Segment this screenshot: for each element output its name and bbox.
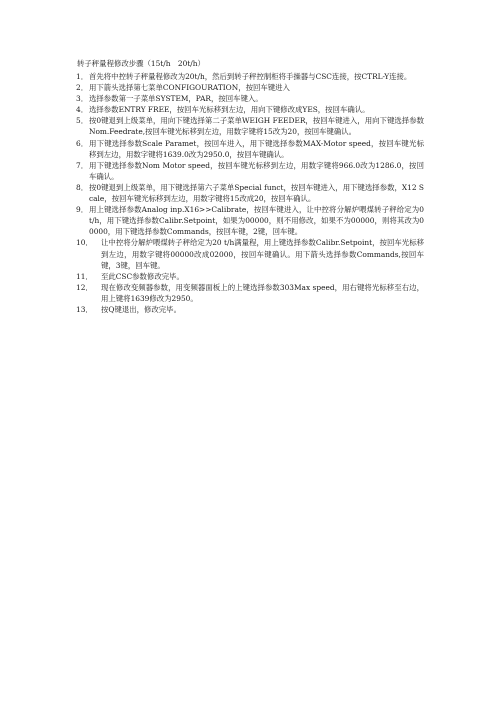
step-number: 6．	[76, 138, 89, 148]
document-title: 转子秤量程修改步骤（15t/h 20t/h）	[77, 59, 205, 68]
step-text: 按0键退到上级菜单，用下键选择第六子菜单Special funct，按回车键进入，用下键选择参数，X12 Scale，按回车键光标移到左边，用数字键将15改成20，按回车确认。	[89, 182, 424, 204]
step-item	[76, 182, 424, 204]
step-number: 7．	[76, 160, 89, 170]
step-item	[76, 204, 424, 237]
step-text: 首先将中控转子秤量程修改为20t/h，然后到转子秤控制柜将手操器与CSC连接，按CTRL-Y连接。	[89, 72, 412, 81]
step-item	[76, 160, 424, 182]
step-number: 9．	[76, 205, 89, 215]
step-text: 选择参数第一子菜单SYSTEM，PAR，按回车键入。	[89, 94, 263, 104]
step-number: 1．	[76, 72, 89, 81]
step-number: 3．	[76, 94, 89, 104]
step-number: 2．	[76, 83, 89, 93]
step-item	[76, 271, 424, 282]
step-number: 10．	[76, 238, 93, 248]
step-number: 4．	[76, 105, 89, 115]
step-item	[76, 104, 424, 115]
step-item	[76, 282, 424, 304]
step-number: 11．	[76, 271, 93, 281]
step-text: 至此CSC参数修改完毕。	[101, 271, 184, 281]
step-number: 5．	[76, 116, 89, 126]
step-item	[76, 82, 424, 93]
step-text: 按Q键退出，修改完毕。	[101, 304, 181, 314]
step-item	[76, 71, 424, 82]
step-text: 选择参数ENTRY FREE，按回车光标移到左边，用向下键修改成YES，按回车确认。	[89, 105, 370, 115]
step-text: 用下箭头选择第七菜单CONFIGOURATION，按回车键进入	[89, 83, 290, 93]
step-number: 12．	[76, 282, 93, 292]
step-item	[76, 93, 424, 104]
step-text: 按0键退到上级菜单，用向下键选择第二子菜单WEIGH FEEDER，按回车键进入，用向下键选择参数Nom.Feedrate,按回车键光标移到左边，用数字键将15改为20，按回车键确认。	[89, 116, 424, 137]
steps-list	[76, 71, 424, 315]
step-text: 用下键选择参数Scale Paramet，按回车进入，用下键选择参数MAX-Motor speed，按回车键光标移到左边，用数字键将1639.0改为2950.0，按回车键确认。	[89, 138, 424, 159]
step-text: 现在修改变频器参数，用变频器面板上的上键选择参数303Max speed，用右键将光标移至右边，用上键将1639修改为2950。	[101, 282, 424, 303]
step-item	[76, 138, 424, 160]
step-item	[76, 115, 424, 137]
step-item	[76, 304, 424, 315]
step-number: 13．	[76, 304, 93, 314]
step-item	[76, 237, 424, 270]
step-text: 用下键选择参数Nom Motor speed，按回车键光标移到左边，用数字键将966.0改为1286.0，按回车确认。	[89, 160, 424, 181]
step-number: 8．	[76, 182, 89, 192]
step-text: 让中控将分解炉喂煤转子秤给定为20 t/h满量程，用上键选择参数Calibr.Setpoint，按回车光标移到左边，用数字键将00000改成02000，按回车键确认。用下箭头选择参数Commands,按回车键，3键，回车键。	[101, 238, 424, 270]
step-text: 用上键选择参数Analog inp.X16>>Calibrate，按回车键进入，让中控将分解炉喂煤转子秤给定为0 t/h，用下键选择参数Calibr.Setpoint，如果为00000，则不用修改，如果不为00000，则将其改为00000，用下键选择参数Commands，按回车键，2键，回车键。	[89, 205, 424, 237]
